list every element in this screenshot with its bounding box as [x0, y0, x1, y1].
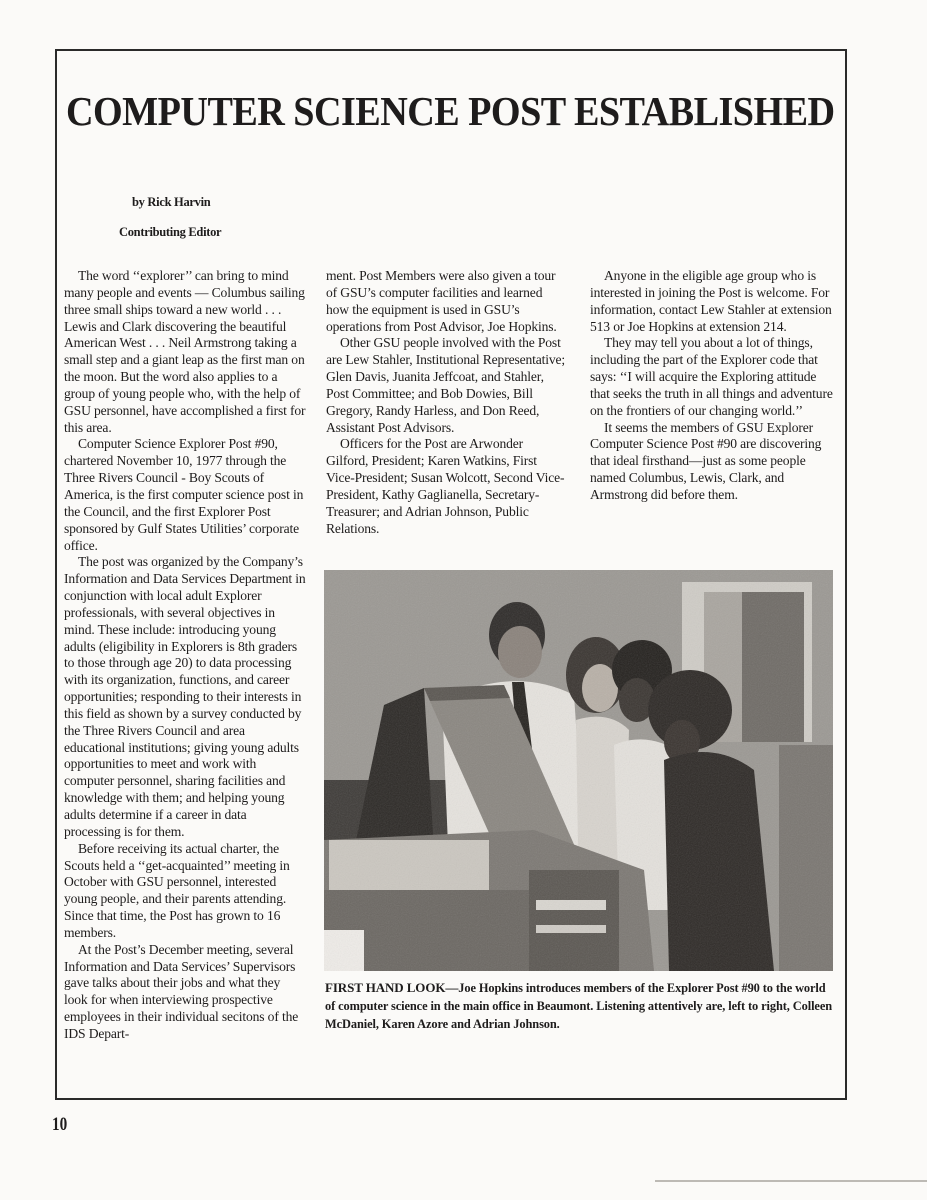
photo-caption: [325, 979, 835, 1033]
paragraph: Before receiving its actual charter, the Scouts held a ‘‘get-acquainted’’ meeting in October with GSU personnel, interested young people, and their parents attending. Since that time, the Post has grown to 16 members.: [64, 840, 290, 940]
paragraph: The word ‘‘explorer’’ can bring to mind many people and events — Columbus sailing three small ships toward a new world . . . Lewis and Clark discovering the beautiful American West . . . Neil Armstrong taking a small step and a giant leap as the first man on the moon. But the word also applies to a group of young people who, with the help of GSU personnel, have accomplished a first for this area.: [64, 268, 306, 435]
caption-text: Joe Hopkins introduces members of the Explorer Post #90 to the world of computer science in the main office in Beaumont. Listening attentively are, left to right, Colleen McDaniel, Karen Azore and Adrian Johnson.: [325, 981, 833, 1031]
photo-illustration: [324, 570, 833, 971]
paragraph: ment. Post Members were also given a tour of GSU’s computer facilities and learned how the equipment is used in GSU’s operations from Post Advisor, Joe Hopkins.: [326, 268, 557, 334]
paragraph: Other GSU people involved with the Post are Lew Stahler, Institutional Representative; Glen Davis, Juanita Jeffcoat, and Stahler, Post Committee; and Bob Dowies, Bill Gregory, Randy Harless, and Don Reed, Assistant Post Advisors.: [326, 335, 566, 435]
article-photo: [324, 570, 833, 971]
paragraph: At the Post’s December meeting, several Information and Data Services’ Supervisors gave talks about their jobs and what they look for when interviewing prospective employees in their individual secitons of the IDS Depart-: [64, 941, 299, 1041]
paragraph: The post was organized by the Company’s Information and Data Services Department in conjunction with local adult Explorer professionals, with several objectives in mind. These include: introducing young adults (eligibility in Explorers is 8th graders to those through age 20) to data processing with its organization, functions, and career opportunities; responding to their interests in this field as shown by a survey conducted by the Three Rivers Council and area educational institutions; giving young adults opportunities to meet and work with computer personnel, sharing facilities and knowledge with them; and helping young adults determine if a career in data processing is for them.: [64, 554, 306, 839]
paragraph: Computer Science Explorer Post #90, chartered November 10, 1977 through the Three Rivers Council - Boy Scouts of America, is the first computer science post in the Council, and the first Explorer Post sponsored by Gulf States Utilities’ corporate office.: [64, 436, 304, 553]
column-3: [590, 268, 836, 504]
paragraph: They may tell you about a lot of things, including the part of the Explorer code that says: ‘‘I will acquire the Exploring attitude that seeks the truth in all things and adventure on the frontiers of our changing world.’’: [590, 335, 833, 418]
article-title: COMPUTER SCIENCE POST ESTABLISHED: [66, 88, 835, 134]
caption-lead: FIRST HAND LOOK—: [325, 980, 459, 995]
paragraph: Officers for the Post are Arwonder Gilford, President; Karen Watkins, First Vice-President; Susan Wolcott, Second Vice-President, Kathy Gaglianella, Secretary-Treasurer; and Adrian Johnson, Public Relations.: [326, 436, 565, 536]
byline: by Rick Harvin: [132, 195, 211, 209]
author-role: Contributing Editor: [119, 225, 222, 239]
paragraph: Anyone in the eligible age group who is interested in joining the Post is welcome. For information, contact Lew Stahler at extension 513 or Joe Hopkins at extension 214.: [590, 268, 832, 334]
column-2: [326, 268, 568, 538]
page-number: 10: [52, 1114, 68, 1135]
page-edge-line: [655, 1180, 927, 1182]
column-1: [64, 268, 306, 1043]
paragraph: It seems the members of GSU Explorer Computer Science Post #90 are discovering that ideal firsthand—just as some people named Columbus, Lewis, Clark, and Armstrong did before them.: [590, 419, 822, 502]
